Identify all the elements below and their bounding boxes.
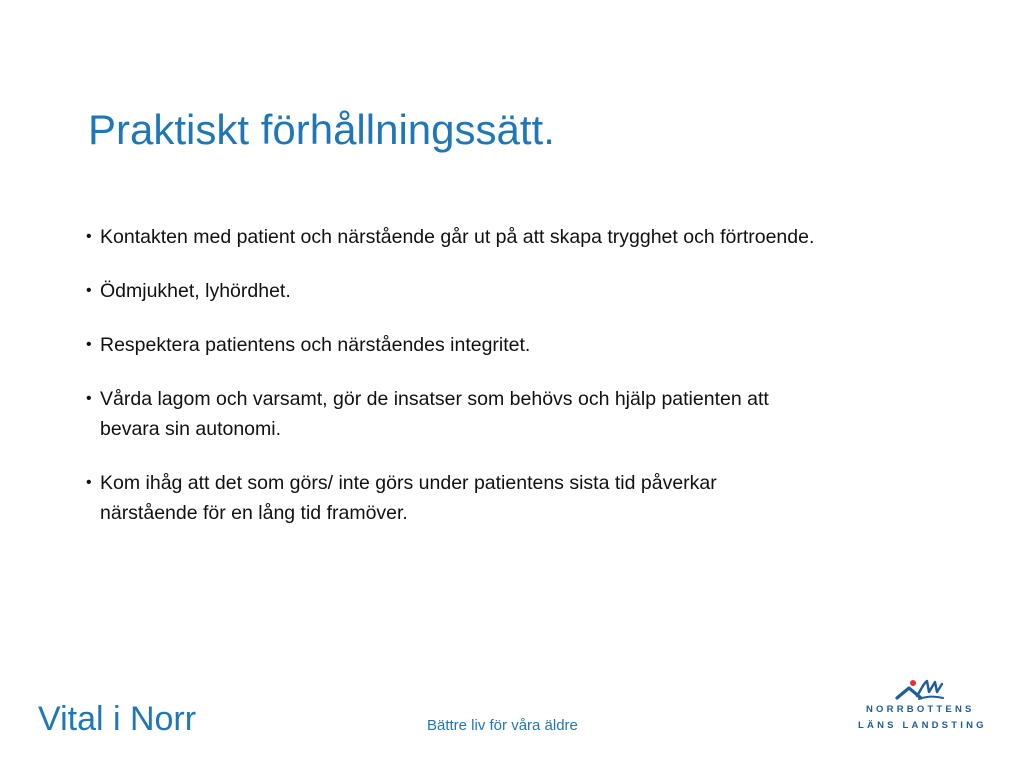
bullet-item [85,384,965,444]
logo-text-line1: NORRBOTTENS [866,704,975,715]
norrbotten-logo-icon [895,678,945,702]
bullet-text: Kontakten med patient och närstående går ut på att skapa trygghet och förtroende. [100,226,815,248]
bullet-text: Respektera patientens och närståendes integritet. [100,334,531,356]
bullet-text: Kom ihåg att det som görs/ inte görs under patientens sista tid påverkar [100,472,717,494]
bullet-list [85,222,965,552]
logo-text-line2: LÄNS LANDSTING [858,720,987,731]
bullet-item [85,330,965,360]
bullet-marker: • [86,390,92,407]
bullet-item [85,468,965,528]
bullet-text-continuation: bevara sin autonomi. [100,418,282,440]
bullet-marker: • [86,474,92,491]
bullet-text: Vårda lagom och varsamt, gör de insatser som behövs och hjälp patienten att [100,388,769,410]
footer-tagline: Bättre liv för våra äldre [427,717,578,734]
bullet-item [85,222,965,252]
organization-logo [850,672,1000,742]
bullet-item [85,276,965,306]
bullet-marker: • [86,228,92,245]
bullet-marker: • [86,336,92,353]
slide-title: Praktiskt förhållningssätt. [88,106,555,153]
footer-brand: Vital i Norr [38,700,197,738]
bullet-text-continuation: närstående för en lång tid framöver. [100,502,408,524]
bullet-marker: • [86,282,92,299]
bullet-text: Ödmjukhet, lyhördhet. [100,280,291,302]
